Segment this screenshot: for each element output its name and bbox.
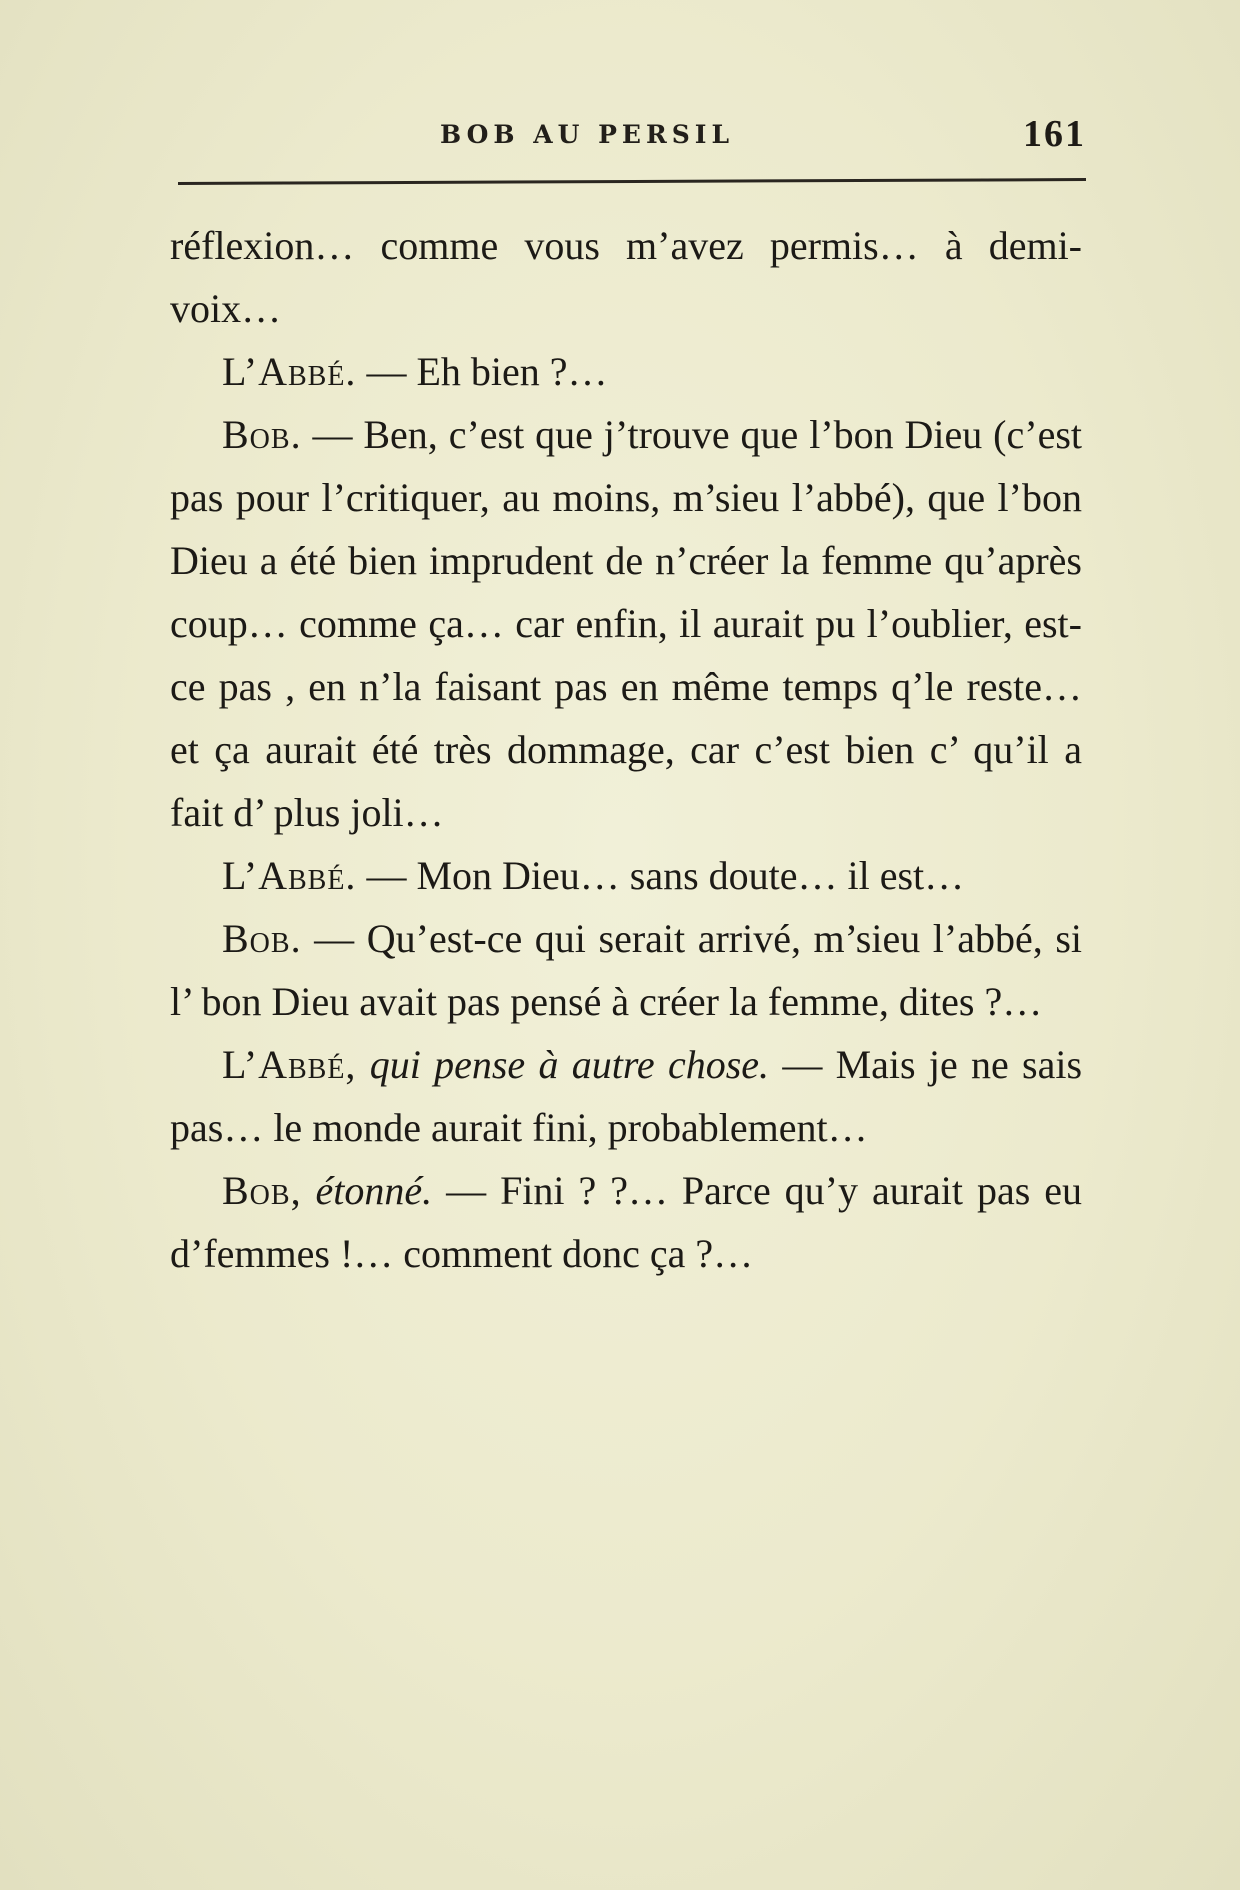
dialogue-text: — Ben, c’est que j’trouve que l’bon Dieu (c’est pas pour l’critiquer, au moins, m’sieu l’abbé), que l’bon Dieu a été bien imprudent de n’créer la femme qu’après coup… comme ça… car enfin, il aurait pu l’oublier, est-ce pas , en n’la faisant pas en même temps q’le reste… et ça aurait été très dommage, car c’est bien c’ qu’il a fait d’ plus joli… <box>170 412 1083 835</box>
speaker-name: Bob. <box>222 916 302 961</box>
page-number: 161 <box>1023 113 1086 155</box>
dialogue-paragraph <box>170 907 1082 1033</box>
speaker-name: Bob, <box>222 1168 302 1213</box>
dialogue-paragraph <box>170 1033 1082 1159</box>
stage-direction: étonné. <box>315 1168 433 1213</box>
dialogue-text: — Mon Dieu… sans doute… il est… <box>366 853 965 898</box>
body-text <box>170 214 1082 1285</box>
speaker-name: L’Abbé. <box>222 853 357 898</box>
dialogue-paragraph <box>170 844 1082 907</box>
speaker-name: Bob. <box>222 412 302 457</box>
dialogue-paragraph <box>170 403 1082 844</box>
dialogue-text: — Qu’est-ce qui serait arrivé, m’sieu l’abbé, si l’ bon Dieu avait pas pensé à créer la femme, dites ?… <box>170 916 1083 1024</box>
header-rule <box>178 178 1086 185</box>
dialogue-text: — Eh bien ?… <box>366 349 608 394</box>
running-head <box>178 112 1086 158</box>
dialogue-paragraph <box>170 340 1082 403</box>
speaker-name: L’Abbé, <box>222 1042 357 1087</box>
paragraph-text: réflexion… comme vous m’avez permis… à demi-voix… <box>170 223 1082 331</box>
dialogue-paragraph <box>170 1159 1082 1285</box>
speaker-name: L’Abbé. <box>222 349 357 394</box>
stage-direction: qui pense à autre chose. <box>369 1042 770 1087</box>
paragraph-continuation <box>170 214 1082 340</box>
dialogue-text: — Mais je ne sais pas… le monde aurait fini, probablement… <box>170 1042 1083 1150</box>
dialogue-text: — Fini ? ?… Parce qu’y aurait pas eu d’femmes !… comment donc ça ?… <box>170 1168 1082 1276</box>
running-title: BOB AU PERSIL <box>440 120 735 149</box>
